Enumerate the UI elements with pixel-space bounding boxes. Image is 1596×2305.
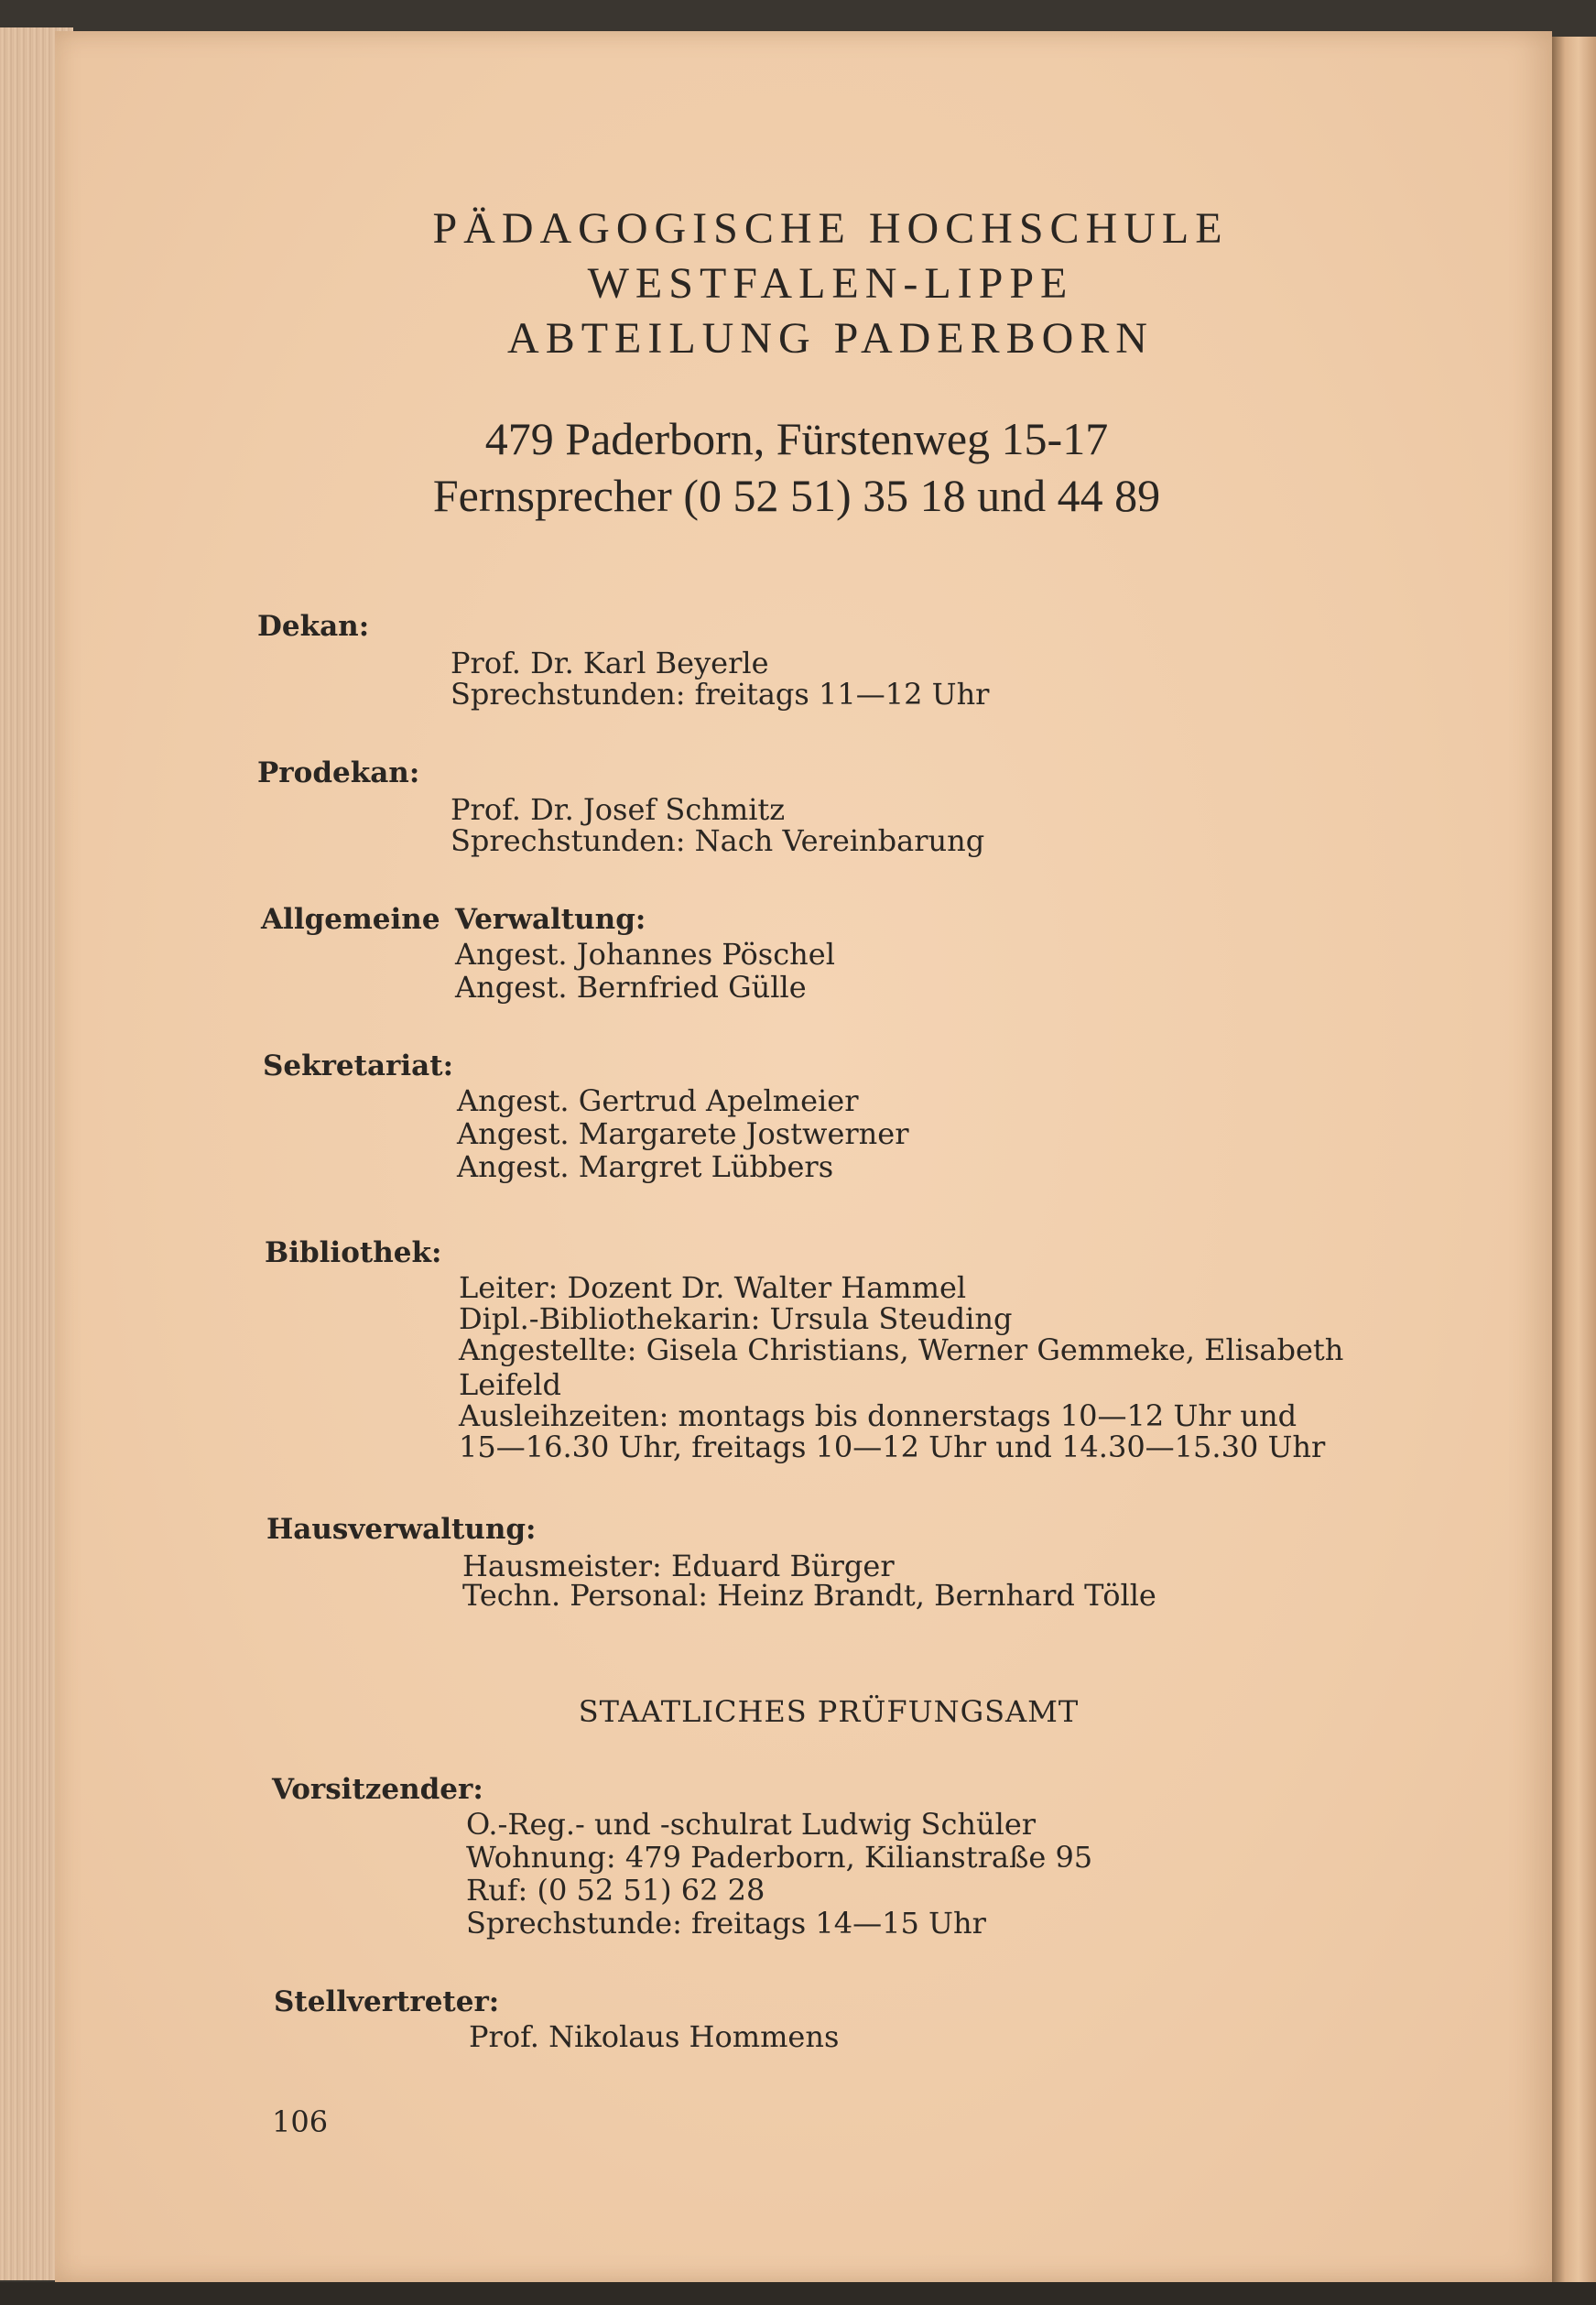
hausverwaltung-hausmeister: Hausmeister: Eduard Bürger bbox=[462, 1549, 895, 1583]
scan-bottom-edge bbox=[0, 2282, 1596, 2305]
page-number: 106 bbox=[272, 2104, 329, 2139]
vorsitzender-label: Vorsitzender: bbox=[272, 1773, 483, 1806]
stellvertreter-label: Stellvertreter: bbox=[274, 1985, 500, 2018]
sekretariat-person-3: Angest. Margret Lübbers bbox=[457, 1149, 834, 1184]
heading-line-2: WESTFALEN-LIPPE bbox=[587, 259, 1074, 308]
sekretariat-label: Sekretariat: bbox=[263, 1049, 454, 1082]
prodekan-name: Prof. Dr. Josef Schmitz bbox=[451, 792, 786, 827]
verwaltung-label-word2: Verwaltung: bbox=[455, 903, 646, 936]
hausverwaltung-label: Hausverwaltung: bbox=[266, 1513, 537, 1546]
bibliothek-angestellte-text: Angestellte: Gisela Christians, Werner Gemmeke, Elisabeth bbox=[459, 1332, 1344, 1367]
sekretariat-person-1: Angest. Gertrud Apelmeier bbox=[457, 1083, 859, 1118]
dekan-name: Prof. Dr. Karl Beyerle bbox=[451, 646, 769, 680]
vorsitzender-sprechstunde: Sprechstunde: freitags 14—15 Uhr bbox=[466, 1906, 986, 1941]
verwaltung-person-2: Angest. Bernfried Gülle bbox=[455, 970, 807, 1005]
bibliothek-angestellte-cont: Leifeld bbox=[459, 1367, 561, 1402]
address-line-1: 479 Paderborn, Fürstenweg 15-17 bbox=[484, 413, 1109, 464]
vorsitzender-ruf: Ruf: (0 52 51) 62 28 bbox=[466, 1873, 765, 1908]
verwaltung-label-word1: Allgemeine bbox=[261, 903, 440, 936]
bibliothek-angestellte bbox=[459, 1333, 1429, 1366]
bibliothek-bibliothekarin: Dipl.-Bibliothekarin: Ursula Steuding bbox=[459, 1301, 1013, 1336]
heading-line-1: PÄDAGOGISCHE HOCHSCHULE bbox=[432, 204, 1229, 253]
binding-edge bbox=[1552, 37, 1596, 2282]
address-line-2: Fernsprecher (0 52 51) 35 18 und 44 89 bbox=[432, 470, 1161, 521]
bibliothek-ausleihzeiten-cont: 15—16.30 Uhr, freitags 10—12 Uhr und 14.30—15.30 Uhr bbox=[459, 1430, 1326, 1464]
bibliothek-ausleihzeiten: Ausleihzeiten: montags bis donnerstags 10—12 Uhr und bbox=[459, 1398, 1297, 1433]
heading-line-3: ABTEILUNG PADERBORN bbox=[507, 314, 1154, 363]
dekan-hours: Sprechstunden: freitags 11—12 Uhr bbox=[451, 677, 990, 712]
bibliothek-label: Bibliothek: bbox=[265, 1236, 442, 1269]
hausverwaltung-personal: Techn. Personal: Heinz Brandt, Bernhard Tölle bbox=[462, 1578, 1156, 1613]
pruefungsamt-title: STAATLICHES PRÜFUNGSAMT bbox=[578, 1694, 1080, 1729]
verwaltung-person-1: Angest. Johannes Pöschel bbox=[455, 937, 835, 972]
vorsitzender-wohnung: Wohnung: 479 Paderborn, Kilianstraße 95 bbox=[466, 1840, 1093, 1875]
stellvertreter-name: Prof. Nikolaus Hommens bbox=[469, 2019, 840, 2054]
prodekan-label: Prodekan: bbox=[257, 756, 420, 789]
sekretariat-person-2: Angest. Margarete Jostwerner bbox=[457, 1116, 909, 1151]
bibliothek-leiter: Leiter: Dozent Dr. Walter Hammel bbox=[459, 1270, 967, 1305]
dekan-label: Dekan: bbox=[257, 610, 370, 643]
vorsitzender-name: O.-Reg.- und -schulrat Ludwig Schüler bbox=[466, 1807, 1037, 1842]
prodekan-hours: Sprechstunden: Nach Vereinbarung bbox=[451, 823, 985, 858]
